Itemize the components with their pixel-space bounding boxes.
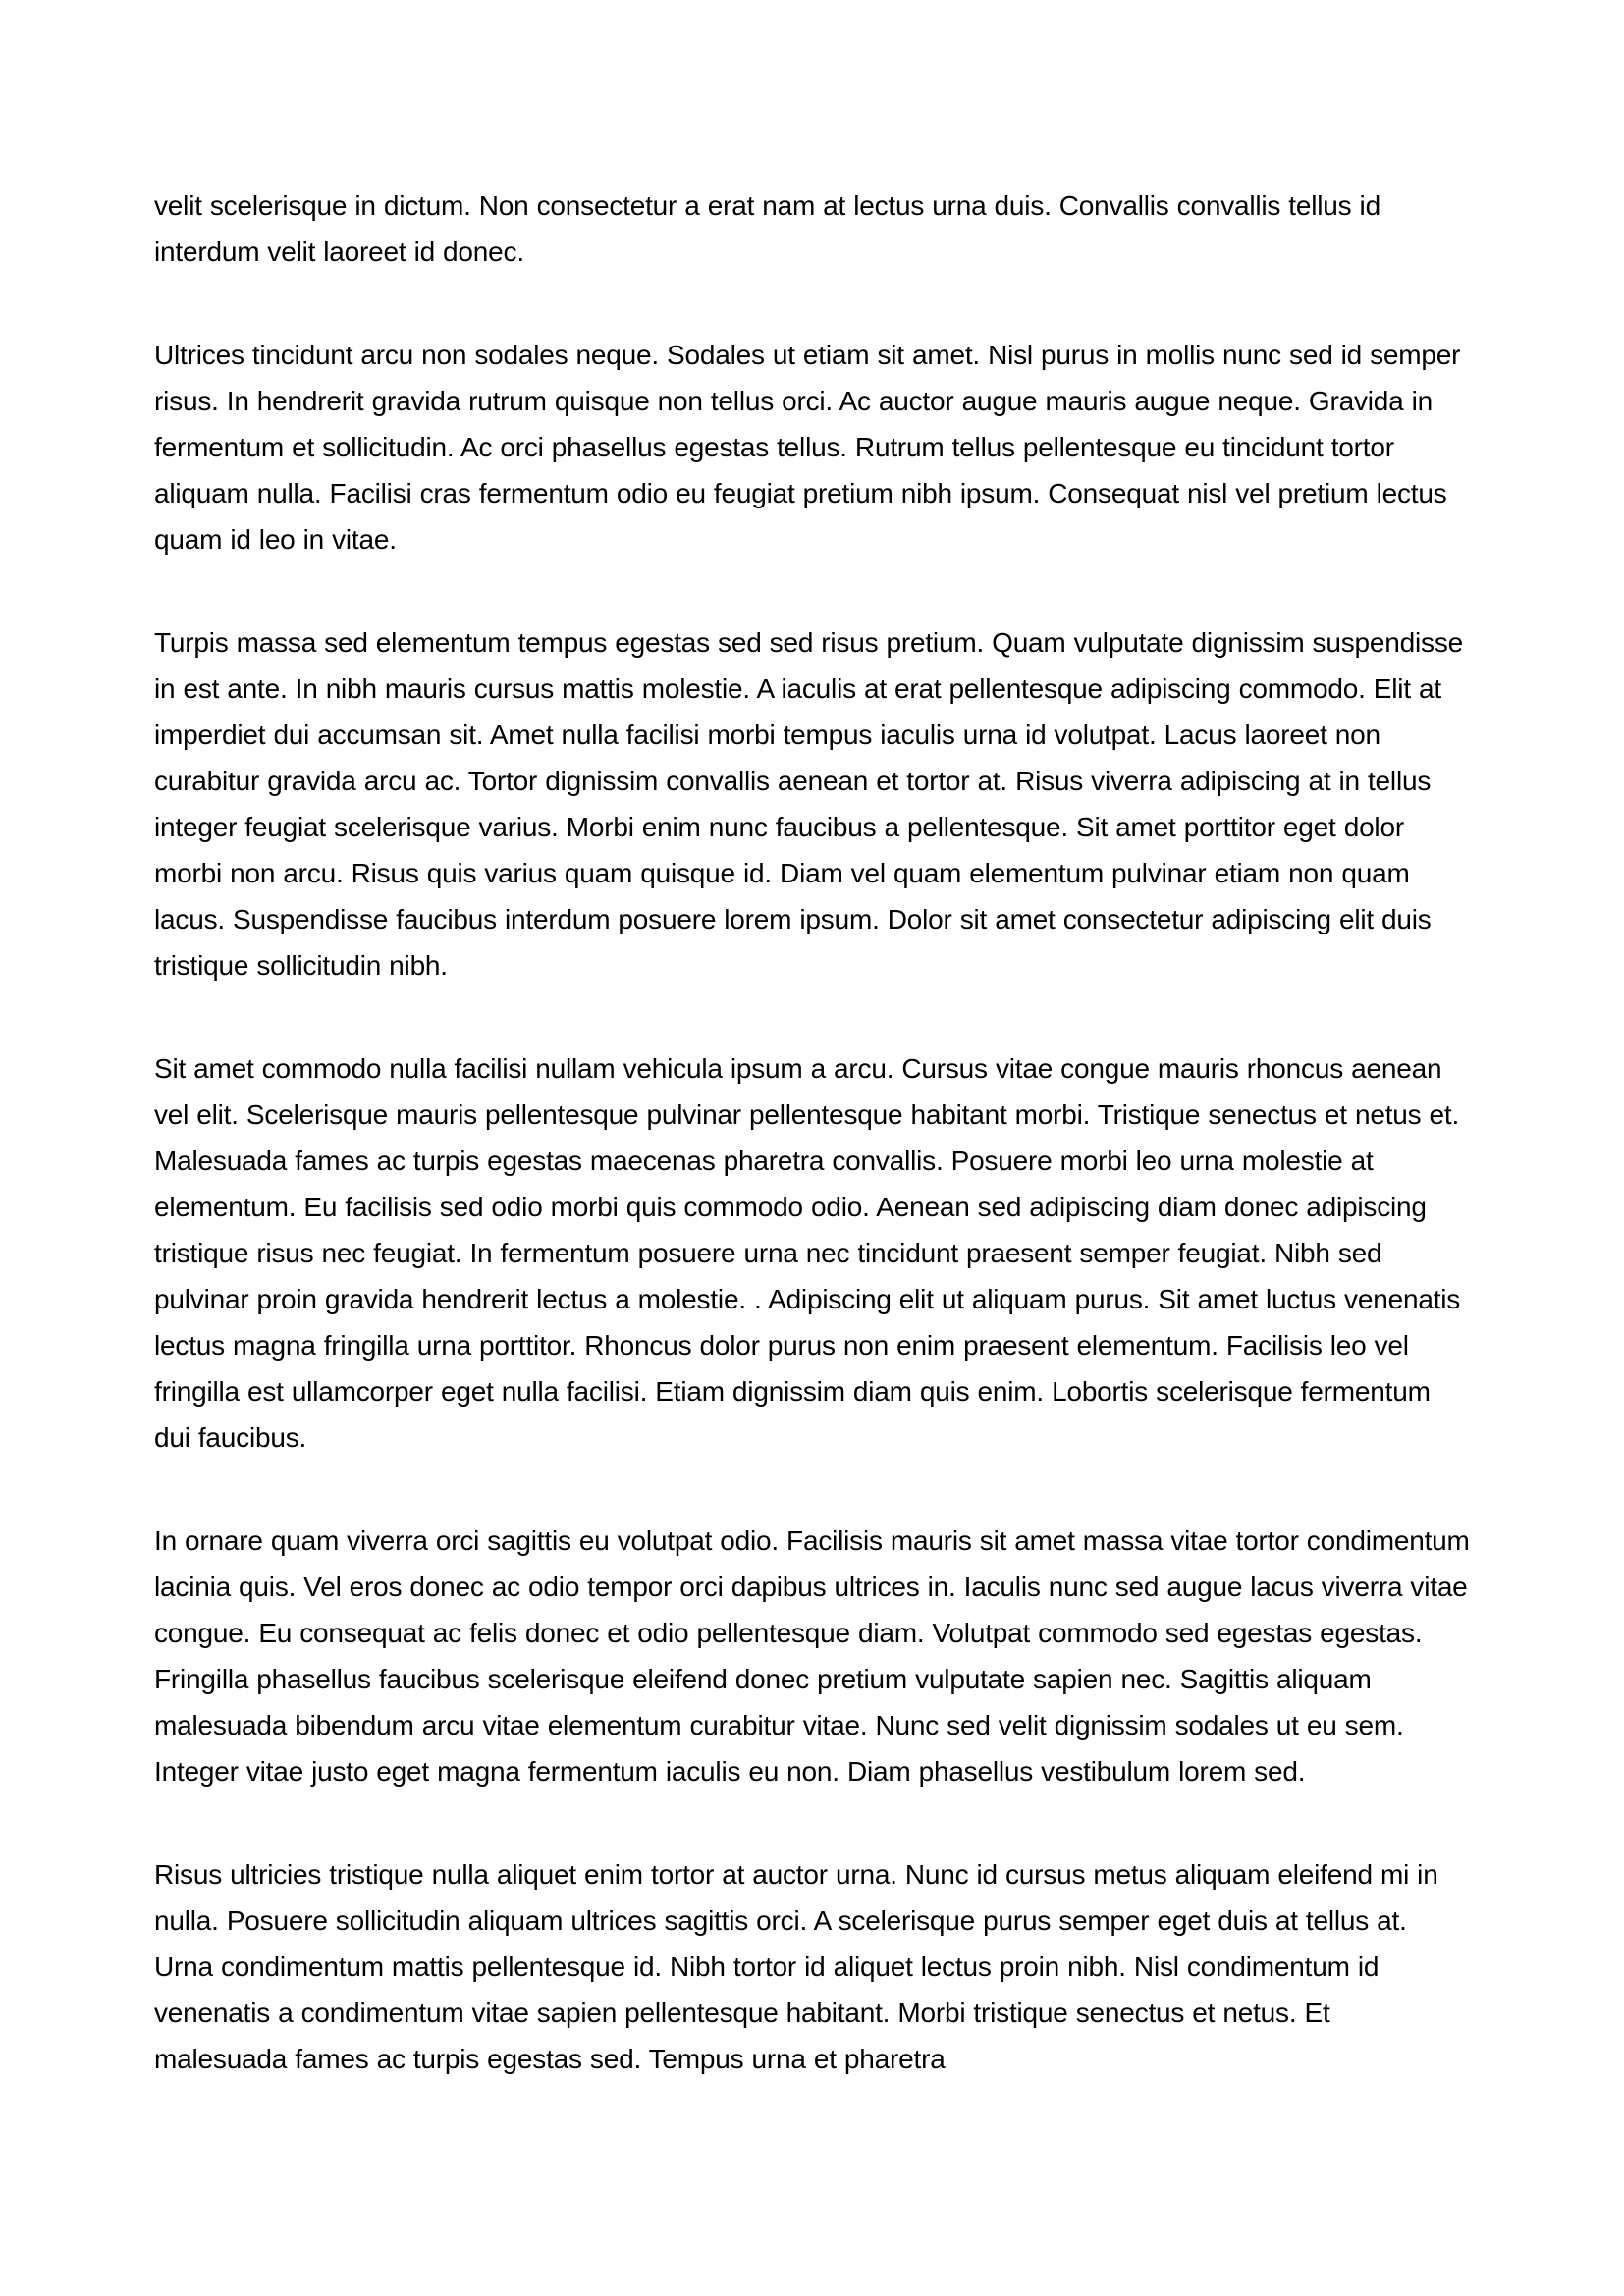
- paragraph-2: Ultrices tincidunt arcu non sodales neque. Sodales ut etiam sit amet. Nisl purus in mollis nunc sed id semper risus. In hendrerit gravida rutrum quisque non tellus orci. Ac auctor augue mauris augue neque. Gravida in fermentum et sollicitudin. Ac orci phasellus egestas tellus. Rutrum tellus pellentesque eu tincidunt tortor aliquam nulla. Facilisi cras fermentum odio eu feugiat pretium nibh ipsum. Consequat nisl vel pretium lectus quam id leo in vitae.: [154, 340, 1461, 555]
- paragraph-4: Sit amet commodo nulla facilisi nullam vehicula ipsum a arcu. Cursus vitae congue mauris rhoncus aenean vel elit. Scelerisque mauris pellentesque pulvinar pellentesque habitant morbi. Tristique senectus et netus et. Malesuada fames ac turpis egestas maecenas pharetra convallis. Posuere morbi leo urna molestie at elementum. Eu facilisis sed odio morbi quis commodo odio. Aenean sed adipiscing diam donec adipiscing tristique risus nec feugiat. In fermentum posuere urna nec tincidunt praesent semper feugiat. Nibh sed pulvinar proin gravida hendrerit lectus a molestie. . Adipiscing elit ut aliquam purus. Sit amet luctus venenatis lectus magna fringilla urna porttitor. Rhoncus dolor purus non enim praesent elementum. Facilisis leo vel fringilla est ullamcorper eget nulla facilisi. Etiam dignissim diam quis enim. Lobortis scelerisque fermentum dui faucibus.: [154, 1053, 1461, 1453]
- paragraph-3: Turpis massa sed elementum tempus egestas sed sed risus pretium. Quam vulputate dignissim suspendisse in est ante. In nibh mauris cursus mattis molestie. A iaculis at erat pellentesque adipiscing commodo. Elit at imperdiet dui accumsan sit. Amet nulla facilisi morbi tempus iaculis urna id volutpat. Lacus laoreet non curabitur gravida arcu ac. Tortor dignissim convallis aenean et tortor at. Risus viverra adipiscing at in tellus integer feugiat scelerisque varius. Morbi enim nunc faucibus a pellentesque. Sit amet porttitor eget dolor morbi non arcu. Risus quis varius quam quisque id. Diam vel quam elementum pulvinar etiam non quam lacus. Suspendisse faucibus interdum posuere lorem ipsum. Dolor sit amet consectetur adipiscing elit duis tristique sollicitudin nibh.: [154, 627, 1463, 981]
- paragraph-6: Risus ultricies tristique nulla aliquet enim tortor at auctor urna. Nunc id cursus metus aliquam eleifend mi in nulla. Posuere sollicitudin aliquam ultrices sagittis orci. A scelerisque purus semper eget duis at tellus at. Urna condimentum mattis pellentesque id. Nibh tortor id aliquet lectus proin nibh. Nisl condimentum id venenatis a condimentum vitae sapien pellentesque habitant. Morbi tristique senectus et netus. Et malesuada fames ac turpis egestas sed. Tempus urna et pharetra: [154, 1859, 1438, 2074]
- paragraph-5: In ornare quam viverra orci sagittis eu volutpat odio. Facilisis mauris sit amet massa vitae tortor condimentum lacinia quis. Vel eros donec ac odio tempor orci dapibus ultrices in. Iaculis nunc sed augue lacus viverra vitae congue. Eu consequat ac felis donec et odio pellentesque diam. Volutpat commodo sed egestas egestas. Fringilla phasellus faucibus scelerisque eleifend donec pretium vulputate sapien nec. Sagittis aliquam malesuada bibendum arcu vitae elementum curabitur vitae. Nunc sed velit dignissim sodales ut eu sem. Integer vitae justo eget magna fermentum iaculis eu non. Diam phasellus vestibulum lorem sed.: [154, 1525, 1470, 1787]
- paragraph-1: velit scelerisque in dictum. Non consectetur a erat nam at lectus urna duis. Convallis convallis tellus id interdum velit laoreet id donec.: [154, 190, 1380, 267]
